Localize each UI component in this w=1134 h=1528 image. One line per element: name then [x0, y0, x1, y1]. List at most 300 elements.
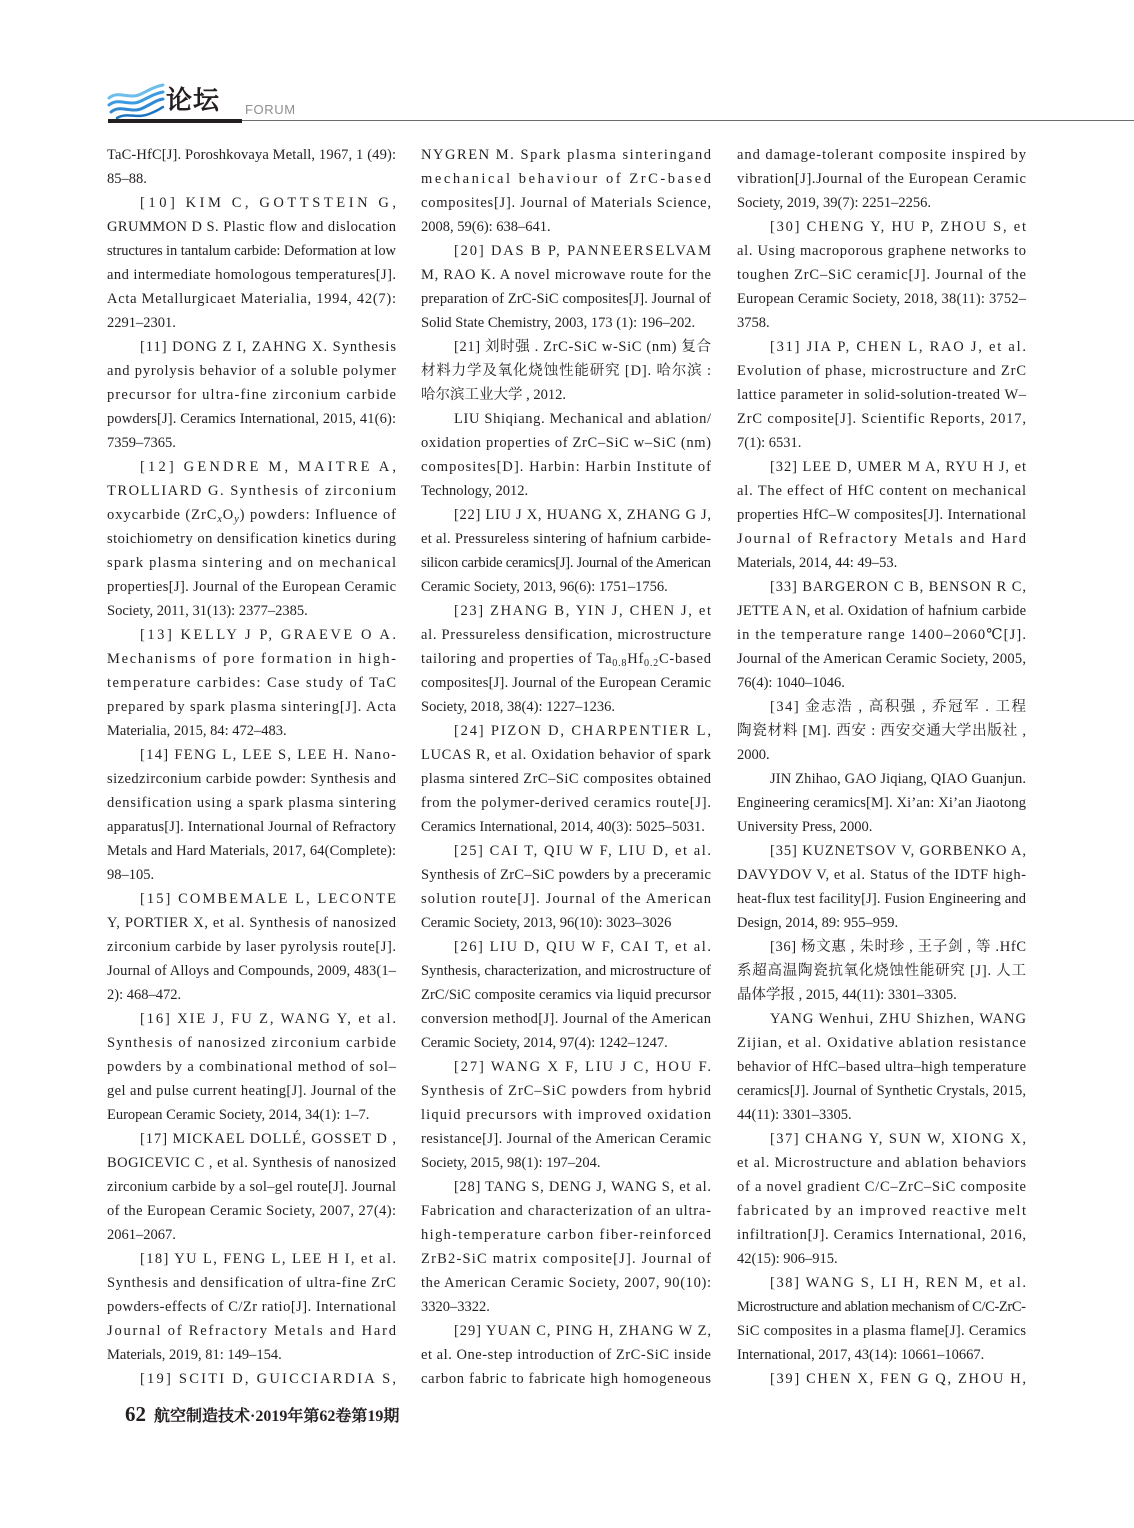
text-segment: tailoring and properties of Ta — [421, 651, 613, 667]
text-line — [737, 1367, 1026, 1391]
text-line — [107, 335, 396, 359]
line-text: Ceramics International, 2014, 40(3): 5025–5031. — [421, 819, 705, 835]
reference-entry — [107, 191, 400, 335]
reference-entry — [737, 767, 1026, 839]
line-text: 2061–2067. — [107, 1227, 176, 1243]
section-title-cn: 论坛 — [166, 86, 221, 115]
line-text: solution route[J]. Journal of the American — [421, 891, 713, 907]
text-line — [107, 767, 396, 791]
line-text: 2008, 59(6): 638–641. — [421, 219, 551, 235]
text-line — [421, 1319, 711, 1343]
text-line — [107, 503, 396, 527]
reference-entry — [737, 575, 1026, 695]
page-footer — [125, 1402, 399, 1427]
text-line — [737, 887, 1026, 911]
line-text: properties[J]. Journal of the European Ceramic — [107, 579, 397, 595]
text-line — [421, 263, 711, 287]
text-line — [107, 167, 396, 191]
line-text: Journal of Refractory Metals and Hard — [107, 1323, 398, 1339]
wave-logo-icon — [107, 83, 165, 121]
text-line — [107, 143, 396, 167]
line-text: [37] CHANG Y, SUN W, XIONG X, — [770, 1131, 1028, 1147]
line-text: [16] XIE J, FU Z, WANG Y, et al. — [140, 1011, 398, 1027]
text-line — [107, 1343, 396, 1367]
line-text: Ceramic Society, 2014, 97(4): 1242–1247. — [421, 1035, 668, 1051]
line-text: Synthesis of ZrC–SiC powders by a preceramic — [421, 867, 712, 883]
line-text: [14] FENG L, LEE S, LEE H. Nano- — [140, 747, 398, 763]
reference-entry — [737, 839, 1026, 935]
text-line — [737, 719, 1026, 743]
line-text: oxidation properties of ZrC–SiC w–SiC (nm) — [421, 435, 712, 451]
reference-entry — [421, 239, 711, 335]
line-text: TaC-HfC[J]. Poroshkovaya Metall, 1967, 1 (49): — [107, 147, 397, 163]
text-line — [737, 1007, 1026, 1031]
line-text: et al. Pressureless sintering of hafnium carbide- — [421, 531, 712, 547]
line-text: Journal of Refractory Metals and Hard — [737, 531, 1028, 547]
text-line — [107, 1367, 399, 1391]
line-text: 44(11): 3301–3305. — [737, 1107, 852, 1123]
text-line — [737, 863, 1026, 887]
line-text: [25] CAI T, QIU W F, LIU D, et al. — [454, 843, 713, 859]
text-line — [421, 431, 711, 455]
text-line — [737, 599, 1026, 623]
line-text: 晶体学报 , 2015, 44(11): 3301–3305. — [737, 987, 957, 1003]
text-line — [421, 887, 711, 911]
line-text: [20] DAS B P, PANNEERSELVAM — [454, 243, 713, 259]
line-text: JETTE A N, et al. Oxidation of hafnium carbide — [737, 603, 1027, 619]
text-line — [421, 599, 711, 623]
line-text: Acta Metallurgicaet Materialia, 1994, 42(7): — [107, 291, 397, 307]
text-line — [107, 1247, 396, 1271]
line-text: [34] 金志浩 , 高积强 , 乔冠军 . 工程 — [770, 699, 1028, 715]
line-text: zirconium carbide by laser pyrolysis route[J]. — [107, 939, 397, 955]
line-text: [22] LIU J X, HUANG X, ZHANG G J, — [454, 507, 712, 523]
line-text: ZrC composite[J]. Scientific Reports, 2017, — [737, 411, 1027, 427]
text-line — [737, 983, 1026, 1007]
text-line — [107, 311, 396, 335]
line-text: composites[J]. Journal of Materials Science, — [421, 195, 712, 211]
line-text: fabricated by an improved reactive melt — [737, 1203, 1028, 1219]
line-text: Materials, 2019, 81: 149–154. — [107, 1347, 282, 1363]
text-line — [421, 1295, 711, 1319]
text-line — [421, 503, 711, 527]
line-text: et al. One-step introduction of ZrC-SiC inside — [421, 1347, 712, 1363]
line-text: properties HfC–W composites[J]. International — [737, 507, 1027, 523]
line-text: Mechanisms of pore formation in high- — [107, 651, 398, 667]
text-line — [421, 191, 711, 215]
text-line — [737, 527, 1026, 551]
text-line — [421, 1031, 711, 1055]
text-line — [737, 623, 1026, 647]
reference-entry — [421, 839, 711, 935]
reference-entry — [737, 335, 1026, 455]
line-text: prepared by spark plasma sintering[J]. Acta — [107, 699, 397, 715]
line-text: of the European Ceramic Society, 2007, 27(4): — [107, 1203, 397, 1219]
text-line — [737, 911, 1026, 935]
reference-entry — [107, 1367, 399, 1391]
line-text: 材料力学及氧化烧蚀性能研究 [D]. 哈尔滨 : — [421, 363, 712, 379]
text-line — [107, 959, 396, 983]
line-text: al. Pressureless densification, microstructure — [421, 627, 712, 643]
text-segment: Hf — [627, 651, 645, 667]
line-text: preparation of ZrC-SiC composites[J]. Journal of — [421, 291, 712, 307]
text-line — [421, 335, 711, 359]
line-text: and pyrolysis behavior of a soluble polymer — [107, 363, 397, 379]
line-text: powders-effects of C/Zr ratio[J]. International — [107, 1299, 397, 1315]
text-segment: ) powders: Influence of — [239, 507, 397, 523]
line-text: International, 2017, 43(14): 10661–10667. — [737, 1347, 985, 1363]
text-line — [737, 1175, 1026, 1199]
reference-entry — [737, 1271, 1026, 1367]
text-line — [107, 743, 396, 767]
text-line — [107, 191, 400, 215]
text-line — [107, 1031, 396, 1055]
text-line — [737, 1151, 1026, 1175]
text-line — [421, 719, 711, 743]
line-text: et al. Microstructure and ablation behaviors — [737, 1155, 1027, 1171]
line-text: [19] SCITI D, GUICCIARDIA S, — [140, 1371, 399, 1387]
line-text: Society, 2019, 39(7): 2251–2256. — [737, 195, 931, 211]
line-text: TROLLIARD G. Synthesis of zirconium — [107, 483, 398, 499]
line-text: gel and pulse current heating[J]. Journal of the — [107, 1083, 397, 1099]
line-text: European Ceramic Society, 2014, 34(1): 1–7. — [107, 1107, 370, 1123]
line-text: [31] JIA P, CHEN L, RAO J, et al. — [770, 339, 1028, 355]
text-line — [421, 815, 711, 839]
line-text: in the temperature range 1400–2060℃[J]. — [737, 627, 1028, 643]
text-line — [737, 647, 1026, 671]
line-text: stoichiometry on densification kinetics during — [107, 531, 397, 547]
reference-column-3 — [737, 143, 1026, 1391]
subscript: y — [234, 513, 240, 525]
line-text: 3320–3322. — [421, 1299, 490, 1315]
text-line — [421, 935, 711, 959]
reference-entry — [421, 599, 711, 719]
line-text: [15] COMBEMALE L, LECONTE — [140, 891, 399, 907]
line-text: Journal of Alloys and Compounds, 2009, 483(1– — [107, 963, 397, 979]
text-line — [737, 575, 1026, 599]
line-text: and damage-tolerant composite inspired by — [737, 147, 1027, 163]
line-text: 哈尔滨工业大学 , 2012. — [421, 387, 566, 403]
text-line — [737, 1079, 1026, 1103]
text-line — [107, 719, 396, 743]
line-text: YANG Wenhui, ZHU Shizhen, WANG — [770, 1011, 1028, 1027]
text-line — [737, 695, 1026, 719]
text-line — [421, 743, 711, 767]
line-text: al. The effect of HfC content on mechanical — [737, 483, 1027, 499]
line-text: Society, 2011, 31(13): 2377–2385. — [107, 603, 308, 619]
reference-entry — [737, 215, 1026, 335]
line-text: precursor for ultra-fine zirconium carbide — [107, 387, 398, 403]
text-line — [737, 1127, 1026, 1151]
line-text: 85–88. — [107, 171, 147, 187]
line-text: SiC composites in a plasma flame[J]. Ceramics — [737, 1323, 1027, 1339]
text-line — [737, 455, 1026, 479]
text-line — [737, 407, 1026, 431]
reference-continued — [737, 143, 1026, 215]
text-line — [107, 1175, 396, 1199]
line-text: Zijian, et al. Oxidative ablation resistance — [737, 1035, 1028, 1051]
line-text — [107, 507, 397, 523]
text-line — [737, 335, 1026, 359]
line-text: from the polymer-derived ceramics route[J]. — [421, 795, 712, 811]
line-text: Engineering ceramics[M]. Xi’an: Xi’an Jiaotong — [737, 795, 1027, 811]
line-text: BOGICEVIC C , et al. Synthesis of nanosized — [107, 1155, 397, 1171]
text-line — [421, 1343, 711, 1367]
reference-entry — [421, 719, 711, 839]
text-segment: O — [222, 507, 235, 523]
text-line — [421, 1055, 711, 1079]
text-line — [107, 239, 396, 263]
text-line — [421, 527, 711, 551]
line-text: [36] 杨文惠 , 朱时珍 , 王子剑 , 等 .HfC — [770, 939, 1027, 955]
text-line — [107, 215, 396, 239]
text-line — [107, 1199, 396, 1223]
line-text: [11] DONG Z I, ZAHNG X. Synthesis — [140, 339, 397, 355]
text-line — [107, 863, 396, 887]
line-text: Journal of the American Ceramic Society, 2005, — [737, 651, 1027, 667]
line-text: liquid precursors with improved oxidation — [421, 1107, 713, 1123]
text-line — [421, 143, 711, 167]
reference-entry — [737, 695, 1026, 767]
text-segment: oxycarbide (ZrC — [107, 507, 218, 523]
line-text: high-temperature carbon fiber-reinforced — [421, 1227, 713, 1243]
text-line — [737, 671, 1026, 695]
text-line — [107, 551, 396, 575]
line-text: Synthesis of nanosized zirconium carbide — [107, 1035, 398, 1051]
text-line — [107, 1319, 396, 1343]
line-text: 76(4): 1040–1046. — [737, 675, 845, 691]
text-line — [737, 551, 1026, 575]
line-text: plasma sintered ZrC–SiC composites obtained — [421, 771, 712, 787]
reference-column-2 — [421, 143, 714, 1391]
line-text: vibration[J].Journal of the European Ceramic — [737, 171, 1027, 187]
line-text: DAVYDOV V, et al. Status of the IDTF high- — [737, 867, 1027, 883]
reference-entry — [107, 1127, 396, 1247]
text-line — [421, 911, 711, 935]
line-text: LUCAS R, et al. Oxidation behavior of spark — [421, 747, 712, 763]
text-line — [421, 575, 711, 599]
reference-entry — [107, 887, 399, 1007]
text-line — [421, 551, 711, 575]
reference-entry — [107, 1247, 396, 1367]
text-line — [737, 1271, 1026, 1295]
line-text: [38] WANG S, LI H, REN M, et al. — [770, 1275, 1028, 1291]
text-line — [107, 1127, 396, 1151]
reference-entry — [107, 1007, 396, 1127]
reference-continued — [107, 143, 396, 191]
text-line — [107, 527, 396, 551]
line-text: lattice parameter in solid-solution-treated W– — [737, 387, 1027, 403]
text-line — [421, 1175, 711, 1199]
text-line — [421, 791, 711, 815]
text-line — [107, 1223, 396, 1247]
text-line — [737, 1295, 1026, 1319]
line-text: Y, PORTIER X, et al. Synthesis of nanosized — [107, 915, 397, 931]
text-line — [737, 503, 1026, 527]
text-line — [421, 767, 711, 791]
text-line — [107, 1151, 396, 1175]
text-line — [421, 1103, 711, 1127]
text-line — [421, 407, 711, 431]
text-line — [421, 1151, 711, 1175]
reference-entry — [421, 1319, 711, 1391]
text-line — [421, 1007, 711, 1031]
text-line — [107, 623, 399, 647]
line-text: University Press, 2000. — [737, 819, 873, 835]
text-line — [737, 215, 1026, 239]
line-text: toughen ZrC–SiC ceramic[J]. Journal of the — [737, 267, 1027, 283]
reference-entry — [421, 407, 711, 503]
text-line — [107, 815, 396, 839]
line-text: [33] BARGERON C B, BENSON R C, — [770, 579, 1027, 595]
line-text: Materials, 2014, 44: 49–53. — [737, 555, 898, 571]
line-text: 2000. — [737, 747, 770, 763]
reference-entry — [107, 455, 400, 623]
text-line — [421, 647, 711, 671]
line-text: 98–105. — [107, 867, 155, 883]
header-rule-thick — [108, 119, 242, 123]
text-line — [421, 839, 711, 863]
line-text: [27] WANG X F, LIU J C, HOU F. — [454, 1059, 713, 1075]
reference-entry — [421, 1055, 711, 1175]
text-line — [107, 911, 396, 935]
text-line — [421, 959, 711, 983]
text-line — [107, 575, 396, 599]
text-line — [737, 311, 1026, 335]
line-text: 7359–7365. — [107, 435, 176, 451]
text-line — [421, 215, 711, 239]
line-text: [28] TANG S, DENG J, WANG S, et al. — [454, 1179, 712, 1195]
text-line — [107, 983, 396, 1007]
text-line — [107, 791, 396, 815]
text-line — [421, 167, 714, 191]
line-text: Microstructure and ablation mechanism of C/C-ZrC- — [737, 1299, 1026, 1315]
line-text: [13] KELLY J P, GRAEVE O A. — [140, 627, 399, 643]
line-text: Fabrication and characterization of an ultra- — [421, 1203, 712, 1219]
text-line — [421, 863, 711, 887]
text-line — [421, 1079, 711, 1103]
line-text: composites[J]. Journal of the European Ceramic — [421, 675, 712, 691]
text-line — [421, 1367, 711, 1391]
text-line — [421, 671, 711, 695]
line-text: [12] GENDRE M, MAITRE A, — [140, 459, 400, 475]
line-text: al. Using macroporous graphene networks to — [737, 243, 1027, 259]
line-text: powders[J]. Ceramics International, 2015, 41(6): — [107, 411, 397, 427]
line-text: densification using a spark plasma sintering — [107, 795, 397, 811]
line-text: Society, 2018, 38(4): 1227–1236. — [421, 699, 615, 715]
line-text: [26] LIU D, QIU W F, CAI T, et al. — [454, 939, 713, 955]
header-rule — [242, 120, 1134, 121]
reference-entry — [421, 335, 711, 407]
line-text — [421, 651, 712, 667]
line-text: the American Ceramic Society, 2007, 90(10): — [421, 1275, 712, 1291]
line-text: ZrC/SiC composite ceramics via liquid precursor — [421, 987, 712, 1003]
line-text: [29] YUAN C, PING H, ZHANG W Z, — [454, 1323, 712, 1339]
line-text: M, RAO K. A novel microwave route for the — [421, 267, 712, 283]
line-text: Evolution of phase, microstructure and ZrC — [737, 363, 1027, 379]
line-text: [24] PIZON D, CHARPENTIER L, — [454, 723, 713, 739]
line-text: [23] ZHANG B, YIN J, CHEN J, et — [454, 603, 713, 619]
text-line — [421, 359, 711, 383]
text-line — [737, 1103, 1026, 1127]
line-text: Ceramic Society, 2013, 96(6): 1751–1756. — [421, 579, 668, 595]
line-text: powders by a combinational method of sol– — [107, 1059, 397, 1075]
text-line — [737, 935, 1026, 959]
reference-entry — [107, 335, 396, 455]
line-text: conversion method[J]. Journal of the American — [421, 1011, 712, 1027]
reference-entry — [737, 1127, 1026, 1271]
line-text: European Ceramic Society, 2018, 38(11): 3752– — [737, 291, 1027, 307]
text-line — [107, 479, 396, 503]
text-line — [107, 263, 396, 287]
line-text: Ceramic Society, 2013, 96(10): 3023–3026 — [421, 915, 672, 931]
line-text: and intermediate homologous temperatures[J]. — [107, 267, 397, 283]
reference-entry — [107, 743, 396, 887]
text-line — [737, 815, 1026, 839]
text-line — [421, 1271, 711, 1295]
text-line — [421, 983, 711, 1007]
text-line — [421, 479, 711, 503]
text-line — [107, 359, 396, 383]
text-line — [107, 647, 396, 671]
text-line — [737, 1199, 1026, 1223]
line-text: 系超高温陶瓷抗氧化烧蚀性能研究 [J]. 人工 — [737, 963, 1027, 979]
text-line — [107, 1055, 396, 1079]
text-line — [107, 407, 396, 431]
line-text: composites[D]. Harbin: Harbin Institute of — [421, 459, 713, 475]
text-line — [421, 455, 711, 479]
text-line — [421, 311, 711, 335]
text-line — [107, 383, 396, 407]
line-text: ZrB2-SiC matrix composite[J]. Journal of — [421, 1251, 713, 1267]
line-text: 2291–2301. — [107, 315, 176, 331]
line-text: Solid State Chemistry, 2003, 173 (1): 196–202. — [421, 315, 696, 331]
reference-entry — [737, 1367, 1026, 1391]
line-text: Synthesis, characterization, and microstructure of — [421, 963, 712, 979]
text-line — [737, 479, 1026, 503]
line-text: of a novel gradient C/C–ZrC–SiC composite — [737, 1179, 1027, 1195]
text-line — [107, 695, 396, 719]
line-text: GRUMMON D S. Plastic flow and dislocation — [107, 219, 397, 235]
text-line — [737, 359, 1026, 383]
text-line — [107, 1007, 396, 1031]
reference-entry — [421, 1175, 711, 1319]
text-line — [421, 1199, 711, 1223]
text-line — [421, 239, 711, 263]
text-line — [421, 1247, 711, 1271]
text-line — [421, 1127, 711, 1151]
line-text: mechanical behaviour of ZrC-based — [421, 171, 714, 187]
line-text: sizedzirconium carbide powder: Synthesis and — [107, 771, 397, 787]
line-text: resistance[J]. Journal of the American Ceramic — [421, 1131, 712, 1147]
text-line — [107, 935, 396, 959]
text-line — [107, 1103, 396, 1127]
line-text: [17] MICKAEL DOLLÉ, GOSSET D , — [140, 1131, 397, 1147]
subscript: 0.8 — [612, 657, 628, 669]
text-line — [107, 1079, 396, 1103]
reference-entry — [421, 935, 711, 1055]
line-text: NYGREN M. Spark plasma sinteringand — [421, 147, 713, 163]
reference-entry — [107, 623, 399, 743]
line-text: Society, 2015, 98(1): 197–204. — [421, 1155, 601, 1171]
line-text: apparatus[J]. International Journal of Refractory — [107, 819, 397, 835]
text-line — [107, 431, 396, 455]
line-text: Metals and Hard Materials, 2017, 64(Complete): — [107, 843, 397, 859]
subscript: 0.2 — [644, 657, 659, 669]
line-text: [10] KIM C, GOTTSTEIN G, — [140, 195, 400, 211]
text-line — [737, 839, 1026, 863]
line-text: 42(15): 906–915. — [737, 1251, 838, 1267]
